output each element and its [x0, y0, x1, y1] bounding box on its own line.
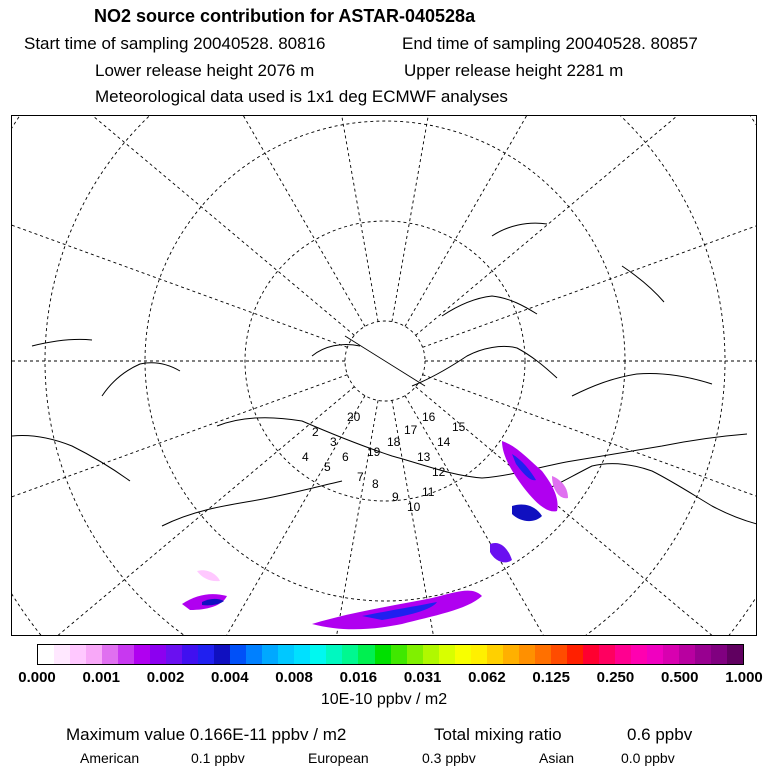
colorbar-swatch [615, 645, 631, 664]
colorbar-swatch [118, 645, 134, 664]
trajectory-label: 10 [407, 500, 421, 514]
colorbar-tick-label: 0.031 [403, 669, 442, 686]
colorbar-segment [615, 645, 679, 664]
trajectory-label: 20 [347, 410, 361, 424]
trajectory-labels [302, 410, 466, 514]
colorbar-swatch [166, 645, 182, 664]
colorbar-swatch [342, 645, 358, 664]
colorbar-swatch [695, 645, 711, 664]
colorbar-swatch [487, 645, 503, 664]
colorbar-tick-label: 0.004 [211, 669, 249, 686]
colorbar-tick-label: 0.000 [18, 669, 56, 686]
colorbar-tick-label: 0.008 [275, 669, 313, 686]
colorbar-swatch [38, 645, 54, 664]
colorbar-segment [102, 645, 166, 664]
colorbar-swatch [134, 645, 150, 664]
met-data-label: Meteorological data used is 1x1 deg ECMWF analyses [95, 87, 508, 106]
colorbar-swatch [503, 645, 519, 664]
colorbar-unit: 10E-10 ppbv / m2 [320, 691, 448, 708]
colorbar-swatch [663, 645, 679, 664]
colorbar-swatch [262, 645, 278, 664]
colorbar-swatch [455, 645, 471, 664]
colorbar-swatch [407, 645, 423, 664]
total-mixing-value: 0.6 ppbv [627, 725, 693, 744]
colorbar-swatch [567, 645, 583, 664]
colorbar-swatch [439, 645, 455, 664]
american-label: American [80, 750, 140, 766]
colorbar-segment [487, 645, 551, 664]
american-value: 0.1 ppbv [191, 750, 245, 766]
polar-map [11, 115, 757, 636]
colorbar-swatch [727, 645, 743, 664]
trajectory-label: 18 [387, 435, 401, 449]
colorbar-tick-label: 0.125 [532, 669, 570, 686]
colorbar-tick-label: 0.016 [339, 669, 378, 686]
total-mixing-label: Total mixing ratio [434, 725, 562, 744]
trajectory-label: 8 [372, 477, 379, 491]
max-value-label: Maximum value 0.166E-11 ppbv / m2 [66, 725, 347, 744]
colorbar-swatch [70, 645, 86, 664]
plot-title: NO2 source contribution for ASTAR-040528a [94, 6, 476, 26]
colorbar-segment [38, 645, 102, 664]
colorbar-swatch [246, 645, 262, 664]
trajectory-label: 2 [312, 425, 319, 439]
trajectory-label: 3 [330, 435, 337, 449]
colorbar-swatch [535, 645, 551, 664]
trajectory-label: 12 [432, 465, 446, 479]
colorbar-tick-label: 0.062 [468, 669, 506, 686]
lat-lon-grid [12, 116, 757, 636]
colorbar [37, 644, 744, 665]
colorbar-swatch [230, 645, 246, 664]
trajectory-label: 14 [437, 435, 451, 449]
trajectory-label: 6 [342, 450, 349, 464]
start-time-label: Start time of sampling 20040528. 80816 [24, 34, 326, 53]
trajectory-label: 17 [404, 423, 418, 437]
asian-label: Asian [539, 750, 575, 766]
colorbar-segment [423, 645, 487, 664]
colorbar-segment [166, 645, 230, 664]
colorbar-swatch [471, 645, 487, 664]
colorbar-swatch [519, 645, 535, 664]
colorbar-swatch [182, 645, 198, 664]
colorbar-swatch [647, 645, 663, 664]
colorbar-swatch [375, 645, 391, 664]
colorbar-swatch [54, 645, 70, 664]
colorbar-segment [230, 645, 294, 664]
coastlines [12, 223, 757, 526]
colorbar-segment [551, 645, 615, 664]
colorbar-swatch [551, 645, 567, 664]
colorbar-swatch [631, 645, 647, 664]
colorbar-tick-label: 0.500 [660, 669, 699, 686]
trajectory-label: 13 [417, 450, 431, 464]
trajectory-label: 16 [422, 410, 436, 424]
colorbar-segment [679, 645, 743, 664]
lower-height-label: Lower release height 2076 m [95, 61, 315, 80]
european-value: 0.3 ppbv [422, 750, 476, 766]
trajectory-label: 11 [422, 485, 435, 499]
colorbar-tick-label: 0.001 [82, 669, 121, 686]
trajectory-label: 7 [357, 470, 364, 484]
trajectory-label: 15 [452, 420, 466, 434]
asian-value: 0.0 ppbv [621, 750, 675, 766]
colorbar-swatch [599, 645, 615, 664]
plume-patch [490, 543, 512, 562]
colorbar-segment [294, 645, 358, 664]
colorbar-swatch [423, 645, 439, 664]
plume-patch [197, 570, 220, 581]
colorbar-swatch [358, 645, 374, 664]
colorbar-swatch [326, 645, 342, 664]
colorbar-swatch [679, 645, 695, 664]
end-time-label: End time of sampling 20040528. 80857 [402, 34, 698, 53]
european-label: European [308, 750, 369, 766]
trajectory-label: 4 [302, 450, 309, 464]
colorbar-segment [358, 645, 422, 664]
plume-patch [512, 504, 542, 521]
colorbar-swatch [278, 645, 294, 664]
colorbar-swatch [711, 645, 727, 664]
trajectory-label: 5 [324, 460, 331, 474]
colorbar-swatch [583, 645, 599, 664]
colorbar-tick-label: 0.250 [596, 669, 635, 686]
trajectory-label: 19 [367, 445, 381, 459]
colorbar-swatch [391, 645, 407, 664]
colorbar-swatch [198, 645, 214, 664]
colorbar-swatch [102, 645, 118, 664]
colorbar-tick-label: 0.002 [146, 669, 185, 686]
trajectory-label: 9 [392, 490, 399, 504]
colorbar-swatch [150, 645, 166, 664]
colorbar-swatch [214, 645, 230, 664]
colorbar-swatch [310, 645, 326, 664]
upper-height-label: Upper release height 2281 m [404, 61, 624, 80]
colorbar-swatch [294, 645, 310, 664]
colorbar-tick-label: 1.000 [725, 669, 763, 686]
colorbar-swatch [86, 645, 102, 664]
